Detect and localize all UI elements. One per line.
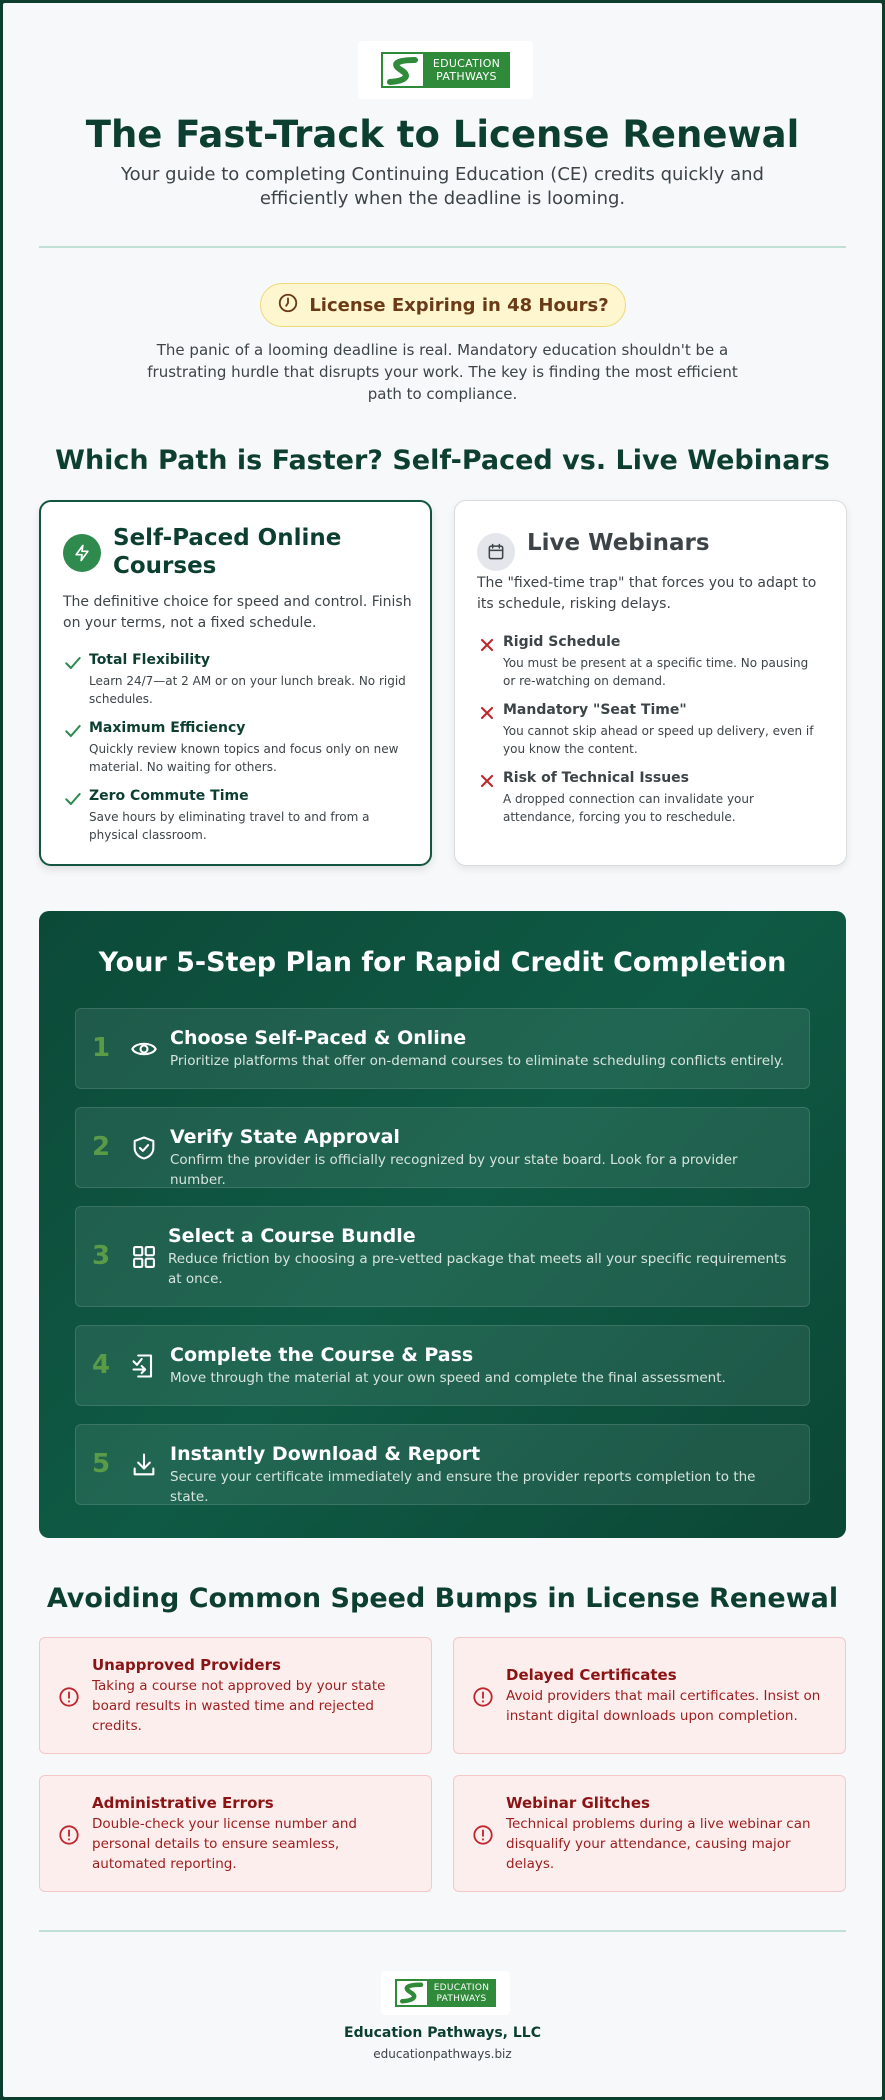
step-text: Prioritize platforms that offer on-demand courses to eliminate scheduling conflicts entirely. bbox=[170, 1053, 785, 1069]
step-heading: Instantly Download & Report bbox=[170, 1443, 481, 1465]
divider bbox=[39, 246, 846, 248]
file-check-icon bbox=[130, 1352, 158, 1380]
education-pathways-logo bbox=[381, 52, 510, 88]
website-link[interactable]: educationpathways.biz bbox=[373, 2047, 512, 2061]
grid-icon bbox=[130, 1243, 158, 1271]
header-logo bbox=[358, 41, 533, 99]
download-icon bbox=[130, 1451, 158, 1479]
feature-heading: Total Flexibility bbox=[89, 652, 211, 668]
bump-heading: Administrative Errors bbox=[92, 1794, 274, 1812]
check-icon bbox=[63, 789, 83, 809]
alert-circle-icon bbox=[58, 1686, 80, 1708]
drawback-heading: Rigid Schedule bbox=[503, 634, 621, 650]
plan-step bbox=[75, 1424, 810, 1505]
feature-heading: Maximum Efficiency bbox=[89, 720, 246, 736]
step-heading: Complete the Course & Pass bbox=[170, 1344, 474, 1366]
plan-step bbox=[75, 1107, 810, 1188]
page-title: The Fast-Track to License Renewal bbox=[85, 113, 800, 156]
step-number: 5 bbox=[92, 1449, 111, 1479]
clock-icon bbox=[277, 292, 299, 319]
x-icon bbox=[477, 635, 497, 655]
webinars-title: Live Webinars bbox=[527, 530, 710, 556]
logo-mark-icon bbox=[397, 1981, 429, 2005]
drawback-text: You cannot skip ahead or speed up delivery, even if you know the content. bbox=[503, 724, 814, 756]
feature-text: Save hours by eliminating travel to and from a physical classroom. bbox=[89, 810, 370, 842]
check-icon bbox=[63, 721, 83, 741]
drawback-heading: Risk of Technical Issues bbox=[503, 770, 689, 786]
company-name: Education Pathways, LLC bbox=[344, 2025, 541, 2041]
education-pathways-logo bbox=[395, 1979, 497, 2007]
feature-text: Quickly review known topics and focus only on new material. No waiting for others. bbox=[89, 742, 399, 774]
lightning-icon bbox=[63, 534, 101, 572]
license-expiring-badge bbox=[260, 283, 626, 327]
speed-bump-card bbox=[453, 1637, 846, 1754]
calendar-icon bbox=[477, 533, 515, 571]
page-subtitle: Your guide to completing Continuing Education (CE) credits quickly and efficiently when the deadline is looming. bbox=[121, 164, 764, 209]
step-number: 4 bbox=[92, 1350, 111, 1380]
comparison-title: Which Path is Faster? Self-Paced vs. Live Webinars bbox=[55, 445, 830, 476]
step-text: Move through the material at your own speed and complete the final assessment. bbox=[170, 1370, 726, 1386]
bump-heading: Delayed Certificates bbox=[506, 1666, 677, 1684]
step-number: 2 bbox=[92, 1132, 111, 1162]
bump-text: Technical problems during a live webinar can disqualify your attendance, causing major delays. bbox=[506, 1816, 811, 1872]
logo-line-2: PATHWAYS bbox=[436, 70, 497, 83]
license-expiring-label: License Expiring in 48 Hours? bbox=[309, 294, 609, 316]
self-paced-card bbox=[39, 500, 432, 866]
webinars-card bbox=[454, 500, 847, 866]
step-heading: Choose Self-Paced & Online bbox=[170, 1027, 467, 1049]
footer-divider bbox=[39, 1930, 846, 1932]
step-number: 1 bbox=[92, 1033, 111, 1063]
drawback-heading: Mandatory "Seat Time" bbox=[503, 702, 687, 718]
alert-circle-icon bbox=[472, 1686, 494, 1708]
feature-heading: Zero Commute Time bbox=[89, 788, 249, 804]
x-icon bbox=[477, 703, 497, 723]
step-number: 3 bbox=[92, 1241, 111, 1271]
alert-circle-icon bbox=[58, 1824, 80, 1846]
drawback-text: A dropped connection can invalidate your attendance, forcing you to reschedule. bbox=[503, 792, 754, 824]
logo-line-1: EDUCATION bbox=[433, 1983, 490, 1993]
speed-bumps-title: Avoiding Common Speed Bumps in License Renewal bbox=[46, 1583, 839, 1614]
step-text: Secure your certificate immediately and ensure the provider reports completion to the state. bbox=[170, 1469, 756, 1505]
speed-bump-card bbox=[453, 1775, 846, 1892]
bump-text: Taking a course not approved by your state board results in wasted time and rejected credits. bbox=[92, 1678, 386, 1734]
self-paced-title: Self-Paced Online Courses bbox=[113, 525, 342, 579]
self-paced-description: The definitive choice for speed and control. Finish on your terms, not a fixed schedule. bbox=[63, 594, 412, 631]
speed-bump-card bbox=[39, 1775, 432, 1892]
speed-bump-card bbox=[39, 1637, 432, 1754]
five-step-plan bbox=[39, 911, 846, 1538]
logo-line-1: EDUCATION bbox=[432, 57, 501, 70]
bump-text: Avoid providers that mail certificates. Insist on instant digital downloads upon completion. bbox=[506, 1688, 821, 1724]
step-text: Confirm the provider is officially recognized by your state board. Look for a provider number. bbox=[170, 1152, 738, 1188]
bump-heading: Webinar Glitches bbox=[506, 1794, 650, 1812]
plan-step bbox=[75, 1206, 810, 1307]
step-text: Reduce friction by choosing a pre-vetted package that meets all your specific requirements at once. bbox=[168, 1251, 787, 1287]
plan-step bbox=[75, 1008, 810, 1089]
bump-heading: Unapproved Providers bbox=[92, 1656, 281, 1674]
plan-step bbox=[75, 1325, 810, 1406]
eye-icon bbox=[130, 1035, 158, 1063]
step-heading: Select a Course Bundle bbox=[168, 1225, 416, 1247]
logo-mark-icon bbox=[383, 54, 425, 86]
check-icon bbox=[63, 653, 83, 673]
step-heading: Verify State Approval bbox=[170, 1126, 400, 1148]
logo-line-2: PATHWAYS bbox=[436, 1994, 487, 2004]
webinars-description: The "fixed-time trap" that forces you to adapt to its schedule, risking delays. bbox=[477, 575, 817, 612]
footer-logo bbox=[381, 1971, 510, 2015]
alert-circle-icon bbox=[472, 1824, 494, 1846]
feature-text: Learn 24/7—at 2 AM or on your lunch break. No rigid schedules. bbox=[89, 674, 406, 706]
page bbox=[3, 3, 882, 2097]
x-icon bbox=[477, 771, 497, 791]
alert-description: The panic of a looming deadline is real. Mandatory education shouldn't be a frustrating hurdle that disrupts your work. The key is finding the most efficient path to compliance. bbox=[147, 341, 738, 403]
shield-check-icon bbox=[130, 1134, 158, 1162]
drawback-text: You must be present at a specific time. No pausing or re-watching on demand. bbox=[503, 656, 809, 688]
bump-text: Double-check your license number and personal details to ensure seamless, automated reporting. bbox=[92, 1816, 357, 1872]
plan-title: Your 5-Step Plan for Rapid Credit Completion bbox=[98, 947, 787, 978]
